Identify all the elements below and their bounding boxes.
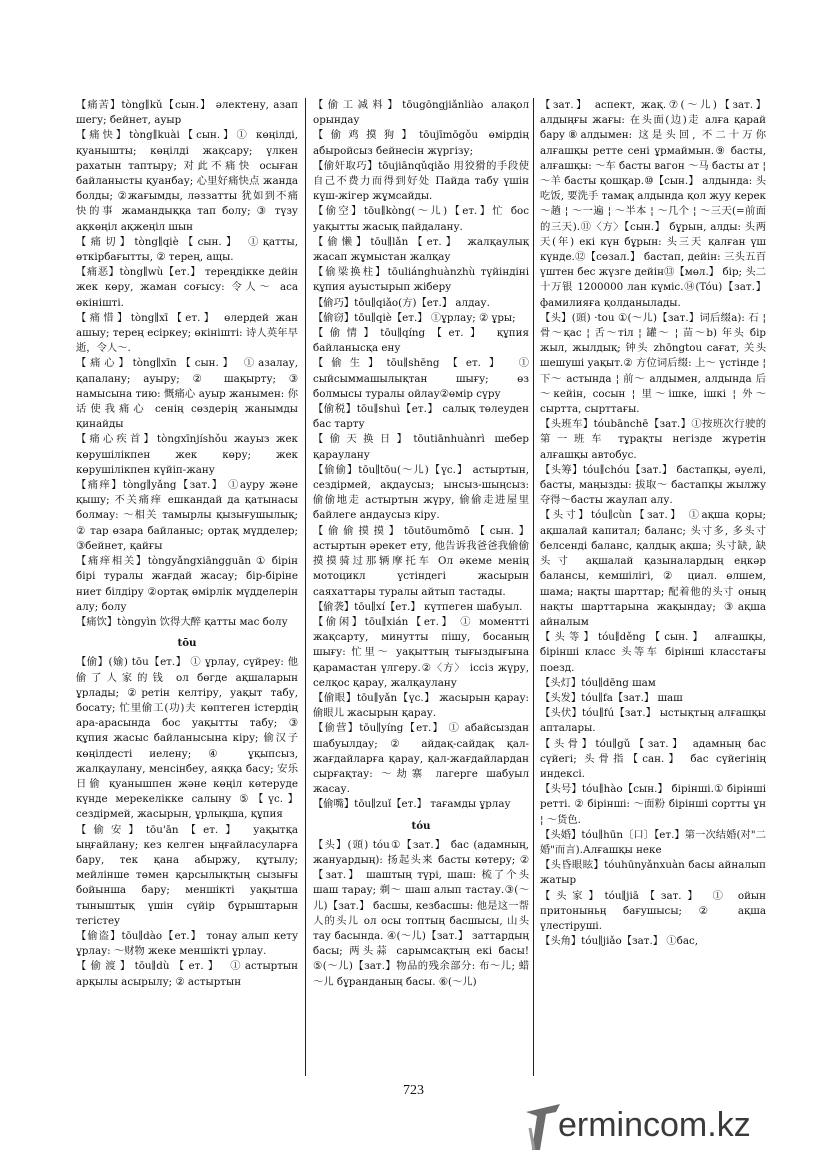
dictionary-entry: 【头婚】tóu∥hūn〔口〕【ет.】第一次结婚(对"二婚"而言).Алғашқы неке (540, 828, 766, 856)
dictionary-column-2 (313, 98, 529, 1083)
dictionary-entry: 【偷闲】tōu∥xián【ет.】 ① моментті жақсарту, минутты пішу, босаның шығу: 忙里～ уақыттың тығыздығына қарамастан үлгеру.②〈方〉 іссіз жүру, селқос қарау, жалқаулану (313, 615, 529, 689)
dictionary-entry: 【偷巧】tōu∥qiǎo(方)【ет.】 алдау. (313, 296, 490, 309)
page-number: 723 (403, 1083, 424, 1098)
dictionary-entry: 【зат.】 аспект, жақ.⑦(～儿)【зат.】 алдыңғы жағы: 在头面(边)走 алға қарай бару⑧алдымен: 这是头回, 不二十万你 алғашқы ретте сені ұрмаймын.⑨ басты, алғашқы: ～车 басты вагон ～马 басты ат ¦ ～羊 басты қошқар.⑩【сын.】 алдында: 头吃饭, 要洗手 тамақ алдында қол жуу керек～趟 ¦ ～一遍 ¦ ～半本 ¦ ～几个 ¦ ～三天(=前面的三天).⑪〈方〉【сын.】 бұрын, алды: 头两天(年) екі күн бұрын: 头三天 қалған үш күнде.⑫【сөзал.】 бастап, дейін: 三头五百 үштен бес жүзге дейін⑬【мөл.】 бір; 头二十万银 1200000 лан күміс.⑭(Tóu)【зат.】 фамилияға қолданылады. (540, 99, 766, 309)
terminkom-watermark-logo (520, 1098, 820, 1158)
dictionary-entry: 【偷窃】tōu∥qiè【ет.】 ①ұрлау; ② ұры; (313, 311, 516, 324)
dictionary-entry: 【偷生】tōu∥shēng【ет.】 ① сыйсыммашылықтан шығу; өз болмысы туралы ойлау②өмір сүру (313, 357, 529, 400)
dictionary-entry: 【偷偷】tōu∥tōu(～儿)【үс.】 астыртын, сездірмей, ақдаусыз; ынсыз-шыңсыз: 偷偷地走 астыртын жүру, 偷偷走进屋里 байлеге андаусыз кіру. (313, 463, 529, 522)
dictionary-entry: 【偷眼】tōu∥yǎn【үс.】 жасырын қарау: 偷眼儿 жасырын қарау. (313, 691, 529, 720)
dictionary-entry: 【偷工减料】tōugōngjiǎnliào алақол орындау (313, 99, 529, 127)
dictionary-entry: 【偷渡】tōu∥dù【ет.】 ①астыртын арқылы асырылу; ② астыртын (76, 960, 298, 988)
dictionary-entry: 【头角】tóu∥jiǎo【зат.】 ①бас, (540, 935, 699, 948)
dictionary-entry: 【偷安】tōu'ān【ет.】 уақытқа ыңғайлану; кез келген ыңғайласуларға бару, тек қана абыржу, құтылу; мейлінше төмен қарсылықтың сызығы бойынша бару; меншікті уақытша тыныштық үшін сүйір бұрыштарын тегістеу (76, 823, 298, 927)
dictionary-entry: 【头伏】tóu∥fú【зат.】 ыстықтың алғашқы апталары. (540, 707, 766, 735)
dictionary-entry: 【偷情】tōu∥qíng【ет.】 құпия байланысқа ену (313, 327, 529, 355)
dictionary-entry: 【偷盗】tōu∥dào【ет.】 тонау алып кету ұрлау: ～财物 жеке меншікті ұрлау. (76, 929, 298, 958)
dictionary-entry: 【偷鸡摸狗】tōujīmōgǒu өмірдің абыройсыз бейнесін жүргізу; (313, 129, 529, 157)
dictionary-entry: 【偷营】tōu∥yíng【ет.】 ① абайсыздан шабуылдау; ② айдақ-сайдақ қал-жағдайларға қарау, қал-жағдайлардан сырғақтау: ～劫寨 лагерге шабуыл жасау. (313, 722, 529, 796)
dictionary-entry: 【头班车】tóubānchē【зат.】①按班次行驶的第一班车 тұрақты негізде жүретін алғашқы автобус. (540, 418, 766, 461)
dictionary-entry: 【偷袭】tōu∥xí【ет.】 күтпеген шабуыл. (313, 600, 523, 613)
dictionary-entry: 【头灯】tóu∥dēng шам (540, 676, 656, 689)
dictionary-entry: 【痛恶】tòng∥wù【ет.】 тереңдікке дейін жек көру, жаман соғысу: 令人～ аса өкінішті. (76, 266, 298, 309)
dictionary-entry: 【偷】(媮) tōu【ет.】 ① ұрлау, сүйреу: 他偷了人家的钱 ол бөгде ақшаларын ұрлады; ②ретін келтіру, уақыт табу, босату; 忙里偷工(功)夫 көптеген істердің ара-арасында бос уақытты табу; ③ құпия жасыс байланысына кіру; 偷汉子 көңілдесті иелену; ④ ұқыпсыз, жалқаулану, менсінбеу, аяққа басу; 安乐日偷 қуанышпен және көңіл көтеруде күнде мерекелікке салыну ⑤【үс.】 сездірмей, жасырын, ұрлықша, құпия (76, 656, 298, 821)
dictionary-entry: 【偷偷摸摸】tōutōumōmō【сын.】 астыртын әрекет ету, 他告诉我爸爸我偷偷摸摸骑过那辆摩托车 Ол әкеме менің мотоцикл үстіндегі жасырын саяхаттары туралы айтып тастады. (313, 524, 529, 598)
dictionary-entry: 【头筹】tóu∥chóu【зат.】 бастапқы, әуелі, басты, маңызды: 拔取～ бастапқы жылжу 夺得～басты жаулап алу. (540, 463, 766, 507)
dictionary-entry: 【偷梁换柱】tōuliánghuànzhù түйіндіні құпия ауыстырып жіберу (313, 266, 529, 294)
dictionary-entry: 【头】(頭) ·tou ①(～儿)【зат.】词后缀a): 石 ¦ 骨～қас ¦ 舌～тіл ¦ 罐～ ¦ 苗～b) 年头 бір жыл, жылдық; 钟头 zhōngtou сағат, 关头 шешуші уақыт.② 方位词后缀: 上～ үстінде ¦ 下～ астында ¦ 前～ алдымен, алдында 后～кейін, сосын ¦ 里～ішке, ішкі ¦ 外～сыртта, сырттағы. (540, 311, 766, 416)
dictionary-column-1 (76, 98, 298, 1083)
dictionary-entry: 【偷嘴】tōu∥zuǐ【ет.】 тағамды ұрлау (313, 798, 511, 811)
section-heading: tōu (177, 637, 197, 650)
column-divider (533, 98, 534, 1076)
section-heading: tóu (411, 819, 431, 832)
dictionary-entry: 【痛心】tòng∥xīn【сын.】 ①азалау, қапалану; ауыру; ② шақырту; ③ намысына тию: 慨痛心 ауыр жанымен: 你话使我痛心 сенің сөздерің жанымды қинайды (76, 357, 298, 431)
dictionary-entry: 【偷税】tōu∥shuì【ет.】 салық төлеуден бас тарту (313, 403, 529, 431)
dictionary-entry: 【偷天换日】tōutiānhuànrì шебер қараулану (313, 433, 529, 461)
dictionary-entry: 【痛心疾首】tòngxīnjíshǒu жауыз жек көрушілікпен жек көру; жек көрушілікпен күйіп-жану (76, 433, 298, 476)
dictionary-entry: 【头家】tóu∥jiā【зат.】 ① ойын притоныньң бағушысы; ② ақша үлестіруші. (540, 889, 766, 932)
column-divider (305, 98, 306, 1076)
dictionary-entry: 【偷奸取巧】tōujiānqǔqiǎo 用狡猾的手段使自己不费力而得到好处 Пайда табу үшін күш-жігер жұмсайды. (313, 159, 529, 203)
dictionary-entry: 【痛快】tòng∥kuài【сын.】① көңілді, қуанышты; көңілді жақсару; үлкен рахатын таптыру; 对此不痛快 осыған байланысты қуанбау; 心里好痛快点 жанда болды; ②жағымды, ләззатты 犹如到不痛快的事 жамандыққа тап болу; ③ түзу ақкөңіл ақжеңіл шын (76, 129, 298, 233)
dictionary-entry: 【头寸】tóu∥cùn【зат.】 ①ақша қоры; ақшалай капитал; баланс; 头寸多, 多头寸 белсенді баланс, қалдық ақша; 头寸缺, 缺头寸 ақшалай қазыналардың еңкәр балансы, кемшілігі, ② циал. өлшем, шама; нақты шарттар; 配着他的头寸 оның нақты шарттарына жақындау; ③ақша айналым (540, 509, 766, 628)
dictionary-entry: 【偷空】tōu∥kòng(～儿)【ет.】忙 бос уақытты жасық пайдалану. (313, 205, 529, 233)
dictionary-entry: 【头昏眼眩】tóuhūnyǎnxuàn басы айналып жатыр (540, 859, 766, 887)
dictionary-entry: 【头骨】tóu∥gǔ【зат.】 адамның бас сүйегі; 头骨指【сан.】 бас сүйегінің индексі. (540, 737, 766, 780)
dictionary-entry: 【痛切】tòng∥qiè【сын.】 ①қатты, өткірбағытты, ② терең, ащы. (76, 235, 298, 264)
dictionary-entry: 【痛饮】tòngyìn 饮得大醉 қатты мас болу (76, 615, 288, 628)
dictionary-entry: 【偷懒】tōu∥lǎn【ет.】 жалқаулық жасап жұмыстан жалқау (313, 235, 529, 264)
dictionary-entry: 【痛苦】tòng∥kǔ【сын.】 әлектену, азап шегу; бейнет, ауыр (76, 99, 298, 127)
dictionary-entry: 【头号】tóu∥hào【сын.】 бірінші.① бірінші ретті. ② бірінші: ～面粉 бірінші сортты ұн ¦ ～货色. (540, 783, 766, 826)
dictionary-entry: 【痛痒】tòng∥yǎng【зат.】 ①ауру және қышу; 不关痛痒 ешкандай да қатынасы болмау: ～相关 тамырлы қызығушылық; ② тар өзара байланыс; ортақ мүдделер; ③бейнет, қайғы (76, 479, 298, 552)
dictionary-entry: 【头】(頭) tóu①【зат.】 бас (адамның, жануардың): 扬起头来 басты көтеру; ②【зат.】 шаштың түрі, шаш: 梳了个头 шаш тарау; 剃～ шаш алып тастау.③(～儿)【зат.】 басшы, кезбасшы: 他是这一帮人的头儿 ол осы топтың басшысы, 山头 тау басында. ④(～儿)【зат.】 заттардың басы; 两头蒜 сарымсақтың екі басы! ⑤(～儿)【зат.】物品的残余部分: 布～儿; 蜡～儿 бұранданың басы. ⑥(～儿) (313, 838, 529, 988)
dictionary-entry: 【头等】tóu∥děng【сын.】 алғашқы, бірінші класс 头等车 бірінші класстағы поезд. (540, 631, 766, 674)
dictionary-column-3 (540, 98, 766, 1083)
dictionary-entry: 【痛痒相关】tòngyǎngxiāngguān ① бірін бірі туралы жағдай жасау; бір-біріне ниет білдіру ②ортақ өмірлік мүдделерін алу; болу (76, 555, 298, 613)
dictionary-entry: 【头发】tóu∥fa【зат.】 шаш (540, 691, 683, 704)
watermark-text: ermincom.kz (558, 1106, 751, 1144)
dictionary-entry: 【痛惜】tòng∥xī【ет.】 өлердей жан ашыу; терең есіркеу; өкінішті: 诗人英年早逝，令人～. (76, 311, 298, 355)
